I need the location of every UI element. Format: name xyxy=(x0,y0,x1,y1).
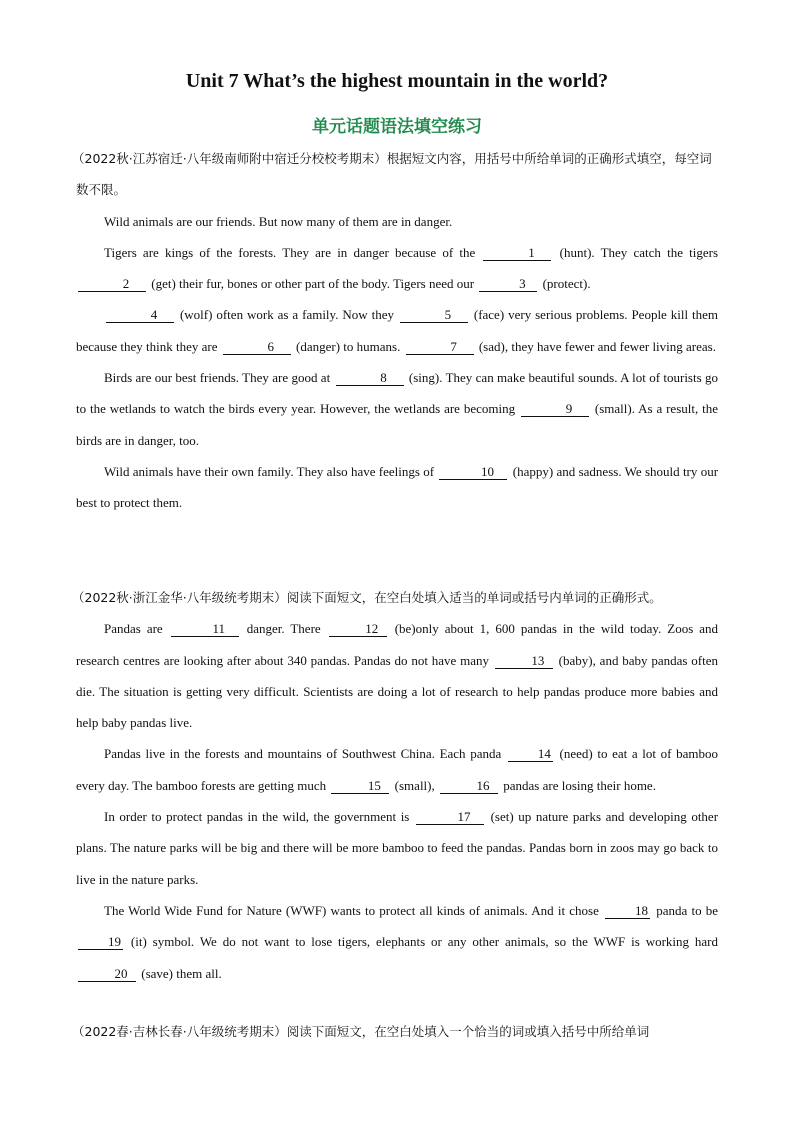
answer-blank[interactable]: 3 xyxy=(479,276,537,292)
paragraph: 4 (wolf) often work as a family. Now they 5 (face) very serious problems. People kill them because they think they are 6 (danger) to humans. 7 (sad), they have fewer and fewer living areas. xyxy=(76,307,719,354)
answer-blank[interactable]: 6 xyxy=(223,339,291,355)
paragraph: The World Wide Fund for Nature (WWF) wants to protect all kinds of animals. And it chose 18 panda to be 19 (it) symbol. We do not want to lose tigers, elephants or any other animals, so the WWF is working hard 20 (save) them all. xyxy=(76,895,718,989)
answer-blank[interactable]: 5 xyxy=(400,307,468,323)
section-source: （2022春·吉林长春·八年级统考期末）阅读下面短文，在空白处填入一个恰当的词或填入括号中所给单词 xyxy=(72,1024,650,1039)
page-title: Unit 7 What’s the highest mountain in the world? xyxy=(185,70,609,92)
page-subtitle: 单元话题语法填空练习 xyxy=(312,117,482,137)
exercise-section-3 xyxy=(72,1016,718,1047)
paragraph: Wild animals are our friends. But now many of them are in danger. xyxy=(104,213,453,229)
answer-blank[interactable]: 16 xyxy=(440,778,498,794)
paragraph: Birds are our best friends. They are good at 8 (sing). They can make beautiful sounds. A lot of tourists go to the wetlands to watch the birds every year. However, the wetlands are becoming 9 (small). As a result, the birds are in danger, too. xyxy=(76,370,719,448)
answer-blank[interactable]: 19 xyxy=(78,934,123,950)
answer-blank[interactable]: 11 xyxy=(171,621,239,637)
paragraph: Tigers are kings of the forests. They are in danger because of the 1 (hunt). They catch the tigers 2 (get) their fur, bones or other part of the body. Tigers need our 3 (protect). xyxy=(76,237,718,300)
answer-blank[interactable]: 13 xyxy=(495,653,553,669)
answer-blank[interactable]: 20 xyxy=(78,966,136,982)
answer-blank[interactable]: 9 xyxy=(521,401,589,417)
answer-blank[interactable]: 7 xyxy=(406,339,474,355)
section-source: （2022秋·浙江金华·八年级统考期末）阅读下面短文，在空白处填入适当的单词或括号内单词的正确形式。 xyxy=(72,590,662,605)
paragraph: Pandas are 11 danger. There 12 (be)only about 1, 600 pandas in the wild today. Zoos and research centres are looking after about 340 pandas. Pandas do not have many 13 (baby), and baby pandas often die. The situation is getting very difficult. Scientists are doing a lot of research to help pandas produce more babies and help baby pandas live. xyxy=(76,621,719,731)
answer-blank[interactable]: 14 xyxy=(508,746,553,762)
answer-blank[interactable]: 8 xyxy=(336,370,404,386)
exercise-section-2 xyxy=(72,582,719,989)
exercise-section-1 xyxy=(72,143,719,519)
answer-blank[interactable]: 15 xyxy=(331,778,389,794)
answer-blank[interactable]: 2 xyxy=(78,276,146,292)
answer-blank[interactable]: 1 xyxy=(483,245,551,261)
paragraph: Wild animals have their own family. They also have feelings of 10 (happy) and sadness. We should try our best to protect them. xyxy=(76,463,719,511)
answer-blank[interactable]: 10 xyxy=(439,464,507,480)
answer-blank[interactable]: 17 xyxy=(416,809,484,825)
answer-blank[interactable]: 4 xyxy=(106,307,174,323)
answer-blank[interactable]: 18 xyxy=(605,903,650,919)
paragraph: In order to protect pandas in the wild, the government is 17 (set) up nature parks and developing other plans. The nature parks will be big and there will be more bamboo to feed the pandas. Pandas born in zoos may go back to live in the nature parks. xyxy=(76,809,719,887)
section-source: （2022秋·江苏宿迁·八年级南师附中宿迁分校校考期末）根据短文内容，用括号中所给单词的正确形式填空，每空词数不限。 xyxy=(72,151,712,198)
answer-blank[interactable]: 12 xyxy=(329,621,387,637)
paragraph: Pandas live in the forests and mountains of Southwest China. Each panda 14 (need) to eat a lot of bamboo every day. The bamboo forests are getting much 15 (small), 16 pandas are losing their home. xyxy=(76,746,719,793)
